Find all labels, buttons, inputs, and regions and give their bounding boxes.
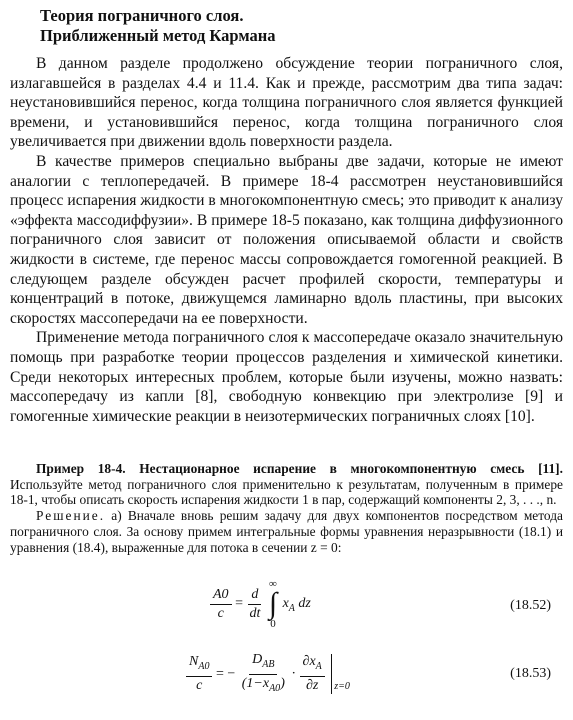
example-block [10, 461, 563, 555]
integral-lower-limit: 0 [270, 618, 276, 630]
heading-line-2: Приближенный метод Кармана [40, 26, 276, 45]
equation-body [186, 652, 350, 697]
equation-number: (18.52) [510, 598, 551, 613]
partial-denominator: ∂z [305, 678, 319, 694]
solution-text: а) Вначале вновь решим задачу для двух компонентов посредством метода пограничного слоя. За основу примем интегральные формы уравнения неразрывности (18.1) и уравнения (18.4), выраженные для потока в сечении z = 0: [10, 508, 563, 555]
example-statement-paragraph [10, 461, 563, 508]
example-title: Пример 18-4. Нестационарное испарение в многокомпонентную смесь [11]. [36, 461, 563, 476]
partial-derivative-fraction [300, 654, 325, 694]
integrand-subscript: A [288, 603, 295, 615]
integral-symbol: ∫ [268, 587, 278, 620]
operator-numerator: d [248, 587, 261, 605]
coefficient-numerator: $D_{AB}$ [249, 652, 277, 675]
paragraph-2: В качестве примеров специально выбраны две задачи, которые не имеют аналогии с теплопередачей. В примере 18-4 рассмотрен неустановившийся процесс испарения жидкости в многокомпонентную смесь; это приводит к анализу «эффекта массодиффузии». В примере 18-5 показано, как толщина диффузионного пограничного слоя зависит от положения описываемой области и свойств жидкости в системе, где перенос массы сопровождается гомогенной реакцией. В следующем разделе обсужден расчет профилей скорости, температуры и концентраций в потоке, движущемся ламинарно вдоль пластины, при высоких скоростях массопередачи на ее поверхности. [10, 152, 563, 327]
partial-numerator: $\partial x_A$ [300, 654, 325, 677]
multiplication-dot: · [291, 666, 297, 682]
equals-sign: = [235, 596, 243, 612]
lhs-numerator: A0 [210, 587, 232, 605]
operator-denominator: dt [249, 605, 261, 621]
equation-18-52 [0, 578, 573, 638]
equals-minus-sign: = − [215, 666, 236, 682]
lhs-fraction [210, 587, 232, 622]
differential: dz [298, 596, 311, 612]
derivative-operator [246, 587, 263, 622]
integral-upper-limit: ∞ [269, 578, 277, 590]
lhs-denominator: c [217, 605, 224, 621]
lhs-denominator: c [196, 678, 203, 694]
paragraph-1: В данном разделе продолжено обсуждение теории пограничного слоя, излагавшейся в разделах 4.4 и 11.4. Как и прежде, рассмотрим два типа задач: неустановившийся перенос, когда толщина пограничного слоя является функцией времени, и установившийся перенос, когда толщина пограничного слоя увеличивается при движении вдоль поверхности раздела. [10, 55, 563, 151]
lhs-fraction [186, 654, 212, 694]
equation-number: (18.53) [510, 666, 551, 681]
lhs-numerator: $N_{A0}$ [186, 654, 212, 677]
coefficient-fraction [239, 652, 288, 697]
section-heading [40, 6, 275, 46]
paragraph-3: Применение метода пограничного слоя к массопередаче оказало значительную помощь при разработке теории процессов разделения и химической кинетики. Среди некоторых интересных проблем, которые были изучены, можно назвать: массопередачу из капли [8], свободную конвекцию при электролизе [9] и гомогенные химические реакции в неизотермических пограничных слоях [10]. [10, 329, 563, 425]
coefficient-denominator: $(1-x_{A0})$ [241, 675, 285, 694]
equation-18-53 [0, 652, 573, 698]
example-solution-paragraph [10, 508, 563, 555]
example-statement: Используйте метод пограничного слоя применительно к результатам, полученным в примере 18-1, чтобы описать скорость испарения жидкости 1 в пар, содержащий компоненты 2, 3, . . ., n. [10, 476, 563, 508]
body-text [10, 54, 563, 426]
equation-body [210, 578, 311, 630]
integrand: x [282, 596, 289, 612]
evaluation-bar: z=0 [331, 654, 350, 694]
heading-line-1: Теория пограничного слоя. [40, 6, 244, 25]
integral-sign [269, 578, 277, 630]
solution-label: Решение. [36, 508, 106, 524]
